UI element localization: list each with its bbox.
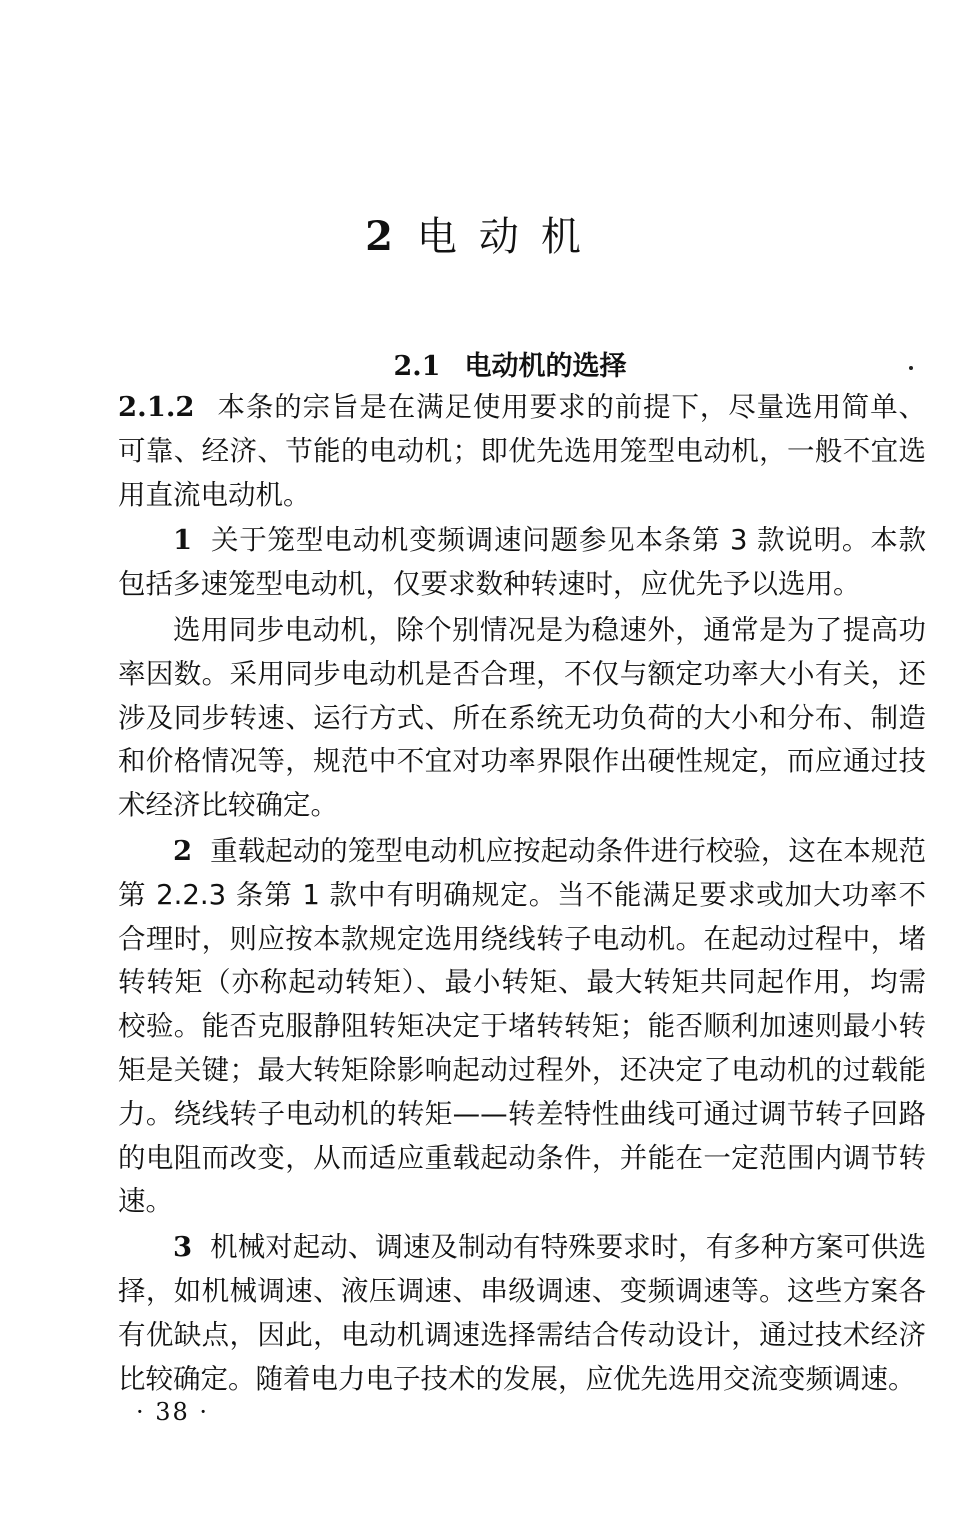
body-text — [118, 386, 926, 1403]
clause-number: 2.1.2 — [118, 391, 195, 423]
item-paragraph-2 — [118, 830, 926, 1224]
clause-text: 本条的宗旨是在满足使用要求的前提下，尽量选用简单、可靠、经济、节能的电动机；即优先选用笼型电动机，一般不宜选用直流电动机。 — [118, 391, 926, 511]
item-text-3: 机械对起动、调速及制动有特殊要求时，有多种方案可供选择，如机械调速、液压调速、串级调速、变频调速等。这些方案各有优缺点，因此，电动机调速选择需结合传动设计，通过技术经济比较确定。随着电力电子技术的发展，应优先选用交流变频调速。 — [118, 1231, 926, 1395]
section-title-text: 电动机的选择 — [464, 351, 627, 383]
item-number-2: 2 — [173, 834, 193, 867]
item-paragraph-3 — [118, 1226, 926, 1401]
item-text-1: 关于笼型电动机变频调速问题参见本条第 3 款说明。本款包括多速笼型电动机，仅要求数种转速时，应优先予以选用。 — [118, 524, 926, 601]
note-text-synchronous: 选用同步电动机，除个别情况是为稳速外，通常是为了提高功率因数。采用同步电动机是否合理，不仅与额定功率大小有关，还涉及同步转速、运行方式、所在系统无功负荷的大小和分布、制造和价格情况等，规范中不宜对功率界限作出硬性规定，而应通过技术经济比较确定。 — [118, 613, 926, 822]
item-paragraph-1 — [118, 519, 926, 607]
page-number: · 38 · — [136, 1398, 210, 1426]
section-number: 2.1 — [393, 351, 441, 383]
item-number-1: 1 — [173, 524, 193, 557]
chapter-number: 2 — [365, 212, 417, 260]
chapter-title-text: 电动机 — [416, 213, 603, 260]
clause-paragraph — [118, 386, 926, 517]
section-title — [0, 344, 968, 383]
item-number-3: 3 — [173, 1231, 193, 1264]
chapter-title — [0, 205, 968, 262]
scan-speck — [909, 366, 913, 370]
note-paragraph-synchronous — [118, 609, 926, 828]
item-text-2: 重载起动的笼型电动机应按起动条件进行校验，这在本规范第 2.2.3 条第 1 款中有明确规定。当不能满足要求或加大功率不合理时，则应按本款规定选用绕线转子电动机。在起动过程中，堵转转矩（亦称起动转矩）、最小转矩、最大转矩共同起作用，均需校验。能否克服静阻转矩决定于堵转转矩；能否顺利加速则最小转矩是关键；最大转矩除影响起动过程外，还决定了电动机的过载能力。绕线转子电动机的转矩——转差特性曲线可通过调节转子回路的电阻而改变，从而适应重载起动条件，并能在一定范围内调节转速。 — [118, 834, 926, 1218]
